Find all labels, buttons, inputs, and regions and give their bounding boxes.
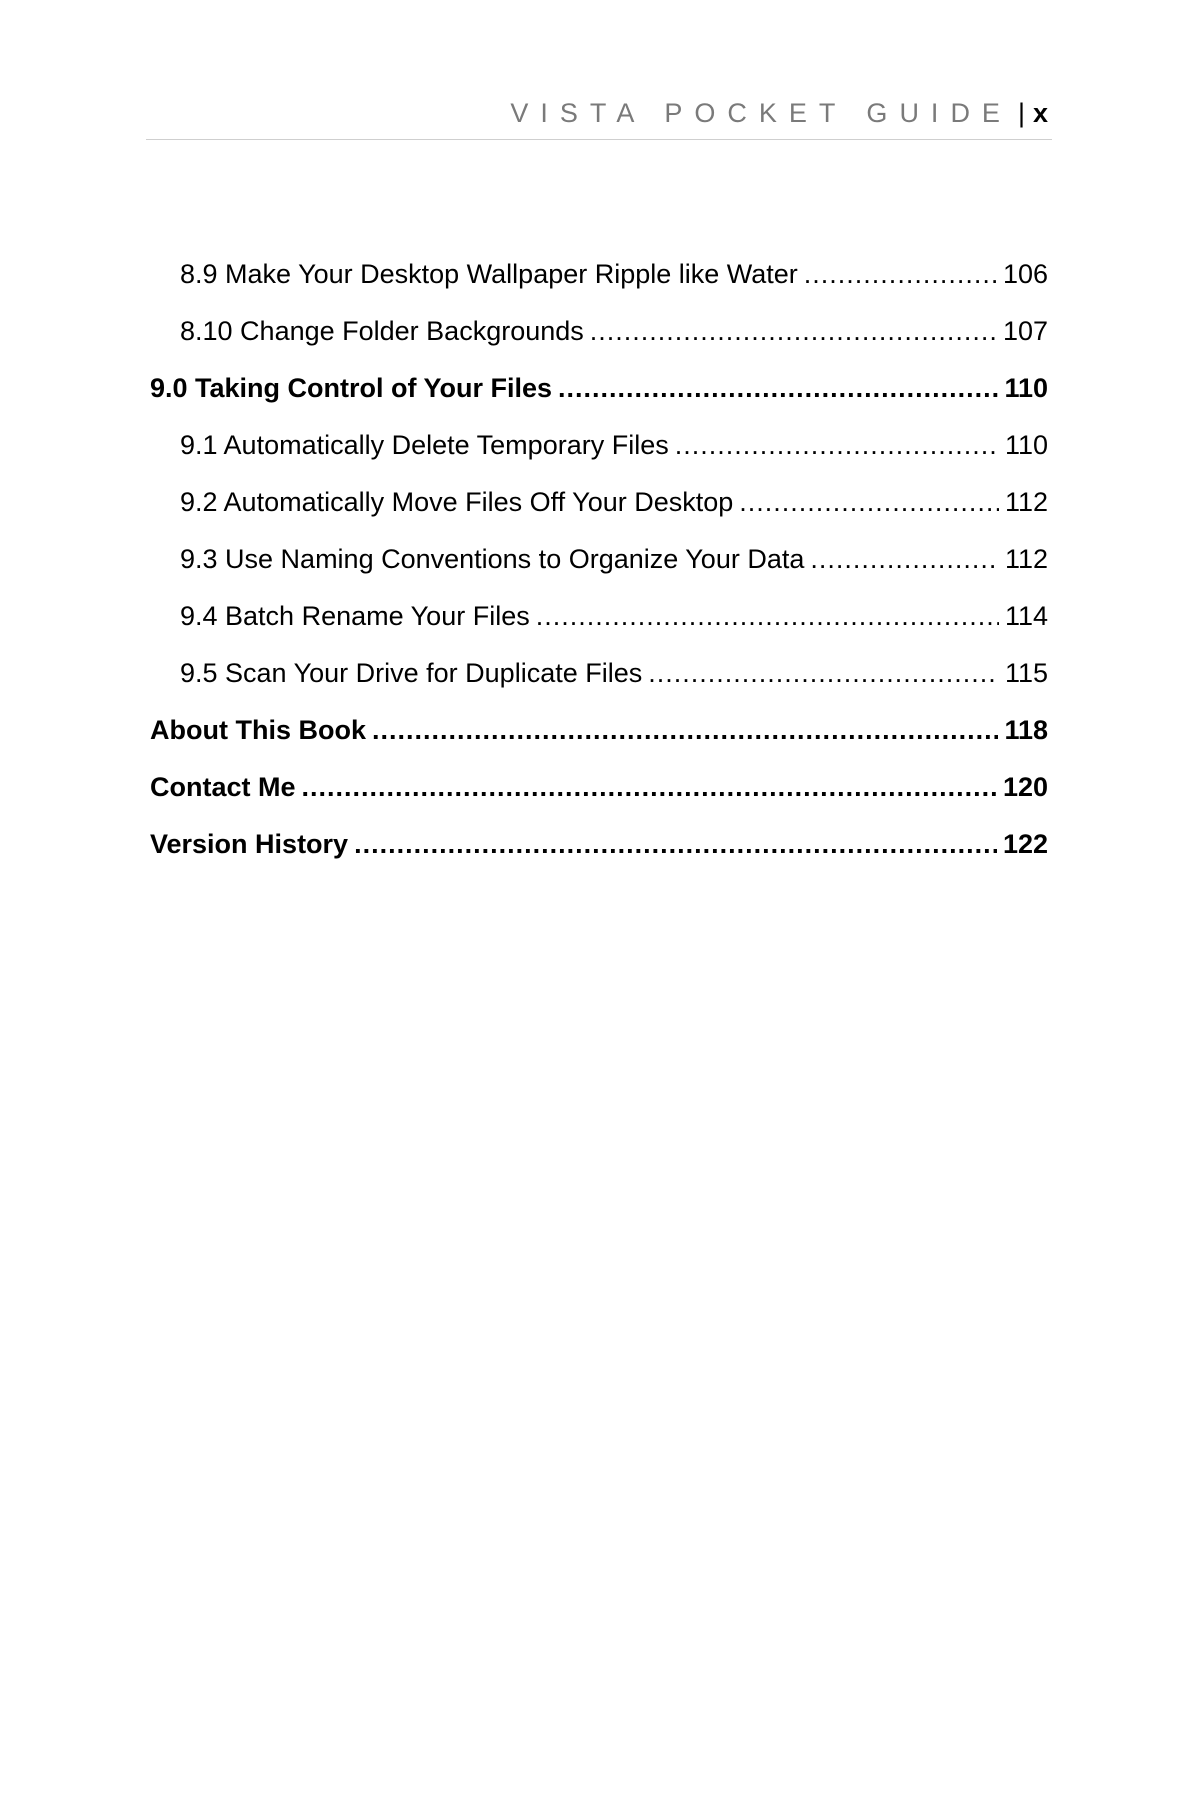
toc-entry-page: 110 (1004, 430, 1048, 460)
header-page-number: x (1032, 98, 1048, 128)
toc-entry-page: 110 (1004, 373, 1048, 403)
toc-chapter-entry[interactable] (150, 816, 1048, 873)
toc-dot-leader (648, 660, 999, 687)
toc-entry-page: 122 (1002, 829, 1048, 859)
toc-entry-title: 9.5 Scan Your Drive for Duplicate Files (180, 658, 643, 688)
toc-entry-title: 9.4 Batch Rename Your Files (180, 601, 530, 631)
toc-entry[interactable] (150, 474, 1048, 531)
toc-dot-leader (739, 489, 999, 516)
toc-dot-leader (372, 717, 998, 744)
toc-entry-page: 114 (1004, 601, 1048, 631)
toc-dot-leader (675, 432, 999, 459)
toc-dot-leader (536, 603, 999, 630)
table-of-contents (150, 246, 1048, 873)
toc-entry-page: 118 (1004, 715, 1048, 745)
toc-entry-page: 112 (1004, 487, 1048, 517)
toc-dot-leader (302, 774, 997, 801)
toc-entry-title: 8.10 Change Folder Backgrounds (180, 316, 584, 346)
toc-entry-page: 112 (1004, 544, 1048, 574)
toc-entry-title: 9.3 Use Naming Conventions to Organize Your Data (180, 544, 805, 574)
header-title: VISTA POCKET GUIDE (510, 98, 1012, 128)
toc-entry-title: About This Book (150, 715, 366, 745)
toc-entry-title: Version History (150, 829, 349, 859)
toc-entry[interactable] (150, 303, 1048, 360)
toc-chapter-entry[interactable] (150, 759, 1048, 816)
toc-dot-leader (558, 375, 998, 402)
toc-entry[interactable] (150, 645, 1048, 702)
toc-dot-leader (590, 318, 997, 345)
toc-entry-title: 9.1 Automatically Delete Temporary Files (180, 430, 669, 460)
toc-entry[interactable] (150, 417, 1048, 474)
toc-entry-title: Contact Me (150, 772, 296, 802)
toc-entry-title: 8.9 Make Your Desktop Wallpaper Ripple like Water (180, 259, 798, 289)
toc-chapter-entry[interactable] (150, 702, 1048, 759)
toc-entry[interactable] (150, 246, 1048, 303)
toc-chapter-entry[interactable] (150, 360, 1048, 417)
toc-entry-page: 120 (1002, 772, 1048, 802)
toc-entry-title: 9.2 Automatically Move Files Off Your Desktop (180, 487, 734, 517)
toc-dot-leader (804, 261, 997, 288)
header-separator: | (1017, 98, 1025, 128)
toc-entry-page: 107 (1002, 316, 1048, 346)
toc-entry[interactable] (150, 588, 1048, 645)
running-header (146, 100, 1052, 140)
toc-entry-page: 106 (1002, 259, 1048, 289)
toc-entry-page: 115 (1004, 658, 1048, 688)
toc-entry-title: 9.0 Taking Control of Your Files (150, 373, 553, 403)
toc-dot-leader (810, 546, 999, 573)
toc-entry[interactable] (150, 531, 1048, 588)
toc-dot-leader (354, 831, 997, 858)
